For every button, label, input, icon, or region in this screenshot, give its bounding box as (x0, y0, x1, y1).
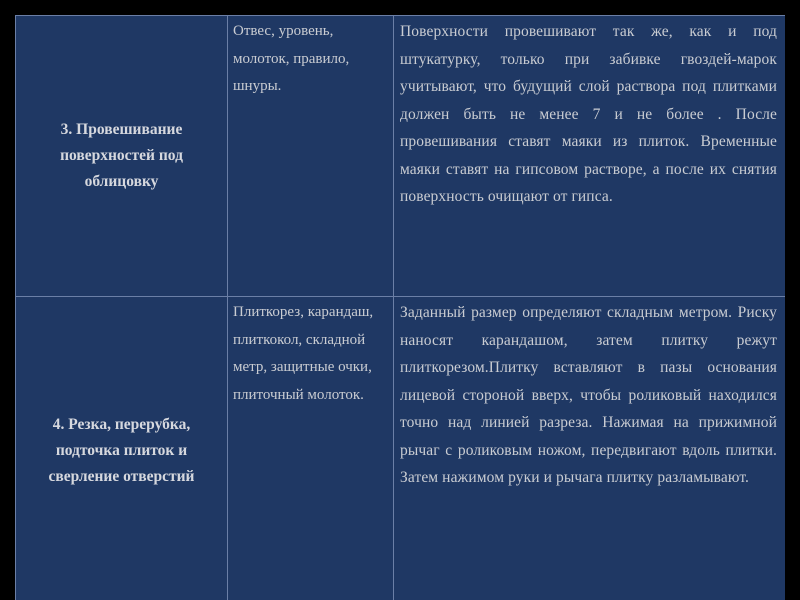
operations-table (15, 15, 785, 600)
stage-title: 3. Провешивание поверхностей под облицовку (60, 121, 183, 190)
tools-cell (228, 297, 394, 600)
description-cell (394, 297, 786, 600)
table-row (16, 16, 786, 297)
table-row (16, 297, 786, 600)
tools-text: Плиткорез, карандаш, плиткокол, складной метр, защитные очки, плиточный молоток. (233, 304, 374, 403)
tools-text: Отвес, уровень, молоток, правило, шнуры. (233, 23, 350, 94)
description-text: Заданный размер определяют складным метром. Риску наносят карандашом, затем плитку режут плиткорезом.Плитку вставляют в пазы основания лицевой стороной вверх, чтобы роликовый находился точно над линией разреза. Нажимая на прижимной рычаг с роликовым ножом, передвигают вдоль плитки. Затем нажимом руки и рычага плитку разламывают. (400, 304, 777, 486)
description-cell (394, 16, 786, 297)
stage-cell (16, 297, 228, 600)
description-text: Поверхности провешивают так же, как и под штукатурку, только при забивке гвоздей-марок учитывают, что будущий слой раствора под плитками должен быть не менее 7 и не более . После провешивания ставят маяки из плиток. Временные маяки ставят на гипсовом растворе, а после их снятия поверхность очищают от гипса. (400, 23, 777, 205)
tools-cell (228, 16, 394, 297)
stage-title: 4. Резка, перерубка, подточка плиток и сверление отверстий (48, 416, 195, 485)
stage-cell (16, 16, 228, 297)
table-panel (15, 15, 785, 600)
